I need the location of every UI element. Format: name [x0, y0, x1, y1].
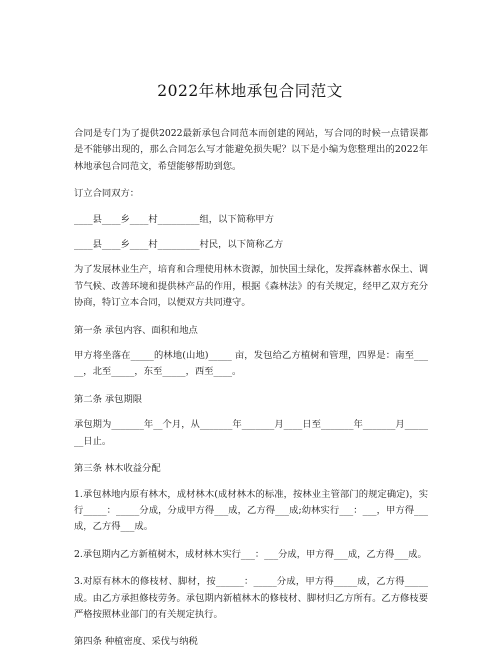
article-3-clause-2: 2.承包期内乙方新植树木，成材林木实行___：___分成，甲方得___成，乙方得___成。 — [74, 548, 427, 560]
article-3-clause-3: 3.对原有林木的修枝材、脚材，按______：_____分成，甲方得_____成，乙方得_____成。由乙方承担修枝劳务。承包期内新植林木的修枝材、脚材归乙方所有。乙方修枝要严格按照林业部门的有关规定执行。 — [74, 576, 428, 620]
article-4-heading: 第四条 种植密度、采伐与纳税 — [74, 636, 198, 648]
article-3-heading: 第三条 林木收益分配 — [74, 463, 161, 475]
document-title: 2022年林地承包合同范文 — [157, 82, 343, 100]
document-body — [74, 126, 428, 660]
purpose-paragraph: 为了发展林业生产，培育和合理使用林木资源，加快国土绿化，发挥森林蓄水保土、调节气候、改善环境和提供林产品的作用，根据《森林法》的有关规定，经甲乙双方充分协商，特订立本合同，以便双方共同遵守。 — [74, 264, 428, 309]
parties-heading: 订立合同双方： — [74, 188, 140, 200]
article-2-body: 承包期为_______年__个月，从_______年_______月____日至_______年_______月_______日止。 — [74, 419, 428, 447]
intro-paragraph: 合同是专门为了提供2022最新承包合同范本而创建的网站，写合同的时候一点错误都是不能够出现的，那么合同怎么写才能避免损失呢？以下是小编为您整理出的2022年林地承包合同范文，希望能够帮助到您。 — [74, 128, 428, 172]
article-2-heading: 第二条 承包期限 — [74, 393, 143, 405]
article-3-clause-1: 1.承包林地内原有林木，成材林木(成材林木的标准，按林业主管部门的规定确定)，实行_____：_____分成，分成甲方得___成，乙方得___成;幼林实行___：___，甲方得___成，乙方得___成。 — [74, 488, 428, 533]
article-1-body: 甲方将坐落在_____的林地(山地)_____ 亩，发包给乙方植树和管理，四界是：南至_____，北至_____，东至_____，西至____。 — [74, 350, 428, 378]
party-b-line: ____县____乡____村_________村民，以下简称乙方 — [74, 239, 284, 251]
article-1-heading: 第一条 承包内容、面积和地点 — [74, 324, 198, 336]
party-a-line: ____县____乡____村_________组，以下简称甲方 — [74, 213, 274, 225]
